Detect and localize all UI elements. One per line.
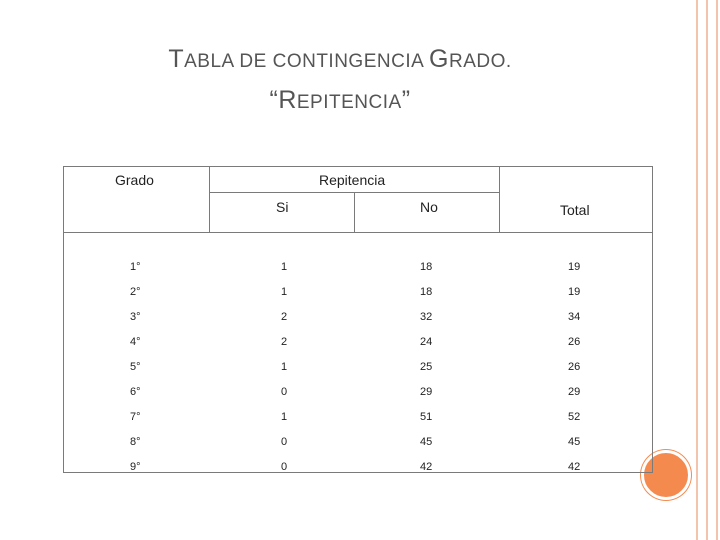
table-cell-grado: 7° (130, 411, 141, 423)
decorative-border-line (706, 0, 708, 540)
header-no: No (420, 199, 438, 215)
table-cell-no: 45 (420, 436, 433, 448)
header-divider (209, 166, 210, 232)
table-cell-grado: 4° (130, 336, 141, 348)
decorative-border-line (716, 0, 718, 540)
table-cell-total: 34 (568, 311, 581, 323)
table-cell-total: 29 (568, 386, 581, 398)
header-total: Total (560, 202, 590, 218)
table-cell-si: 0 (281, 461, 288, 473)
header-divider (354, 192, 355, 232)
header-divider (499, 166, 500, 232)
header-grado: Grado (115, 172, 154, 188)
table-cell-grado: 3° (130, 311, 141, 323)
table-cell-grado: 2° (130, 286, 141, 298)
title-text: EPITENCIA (296, 92, 402, 113)
table-cell-si: 1 (281, 286, 288, 298)
title-text: “ (269, 86, 279, 114)
table-cell-si: 1 (281, 361, 288, 373)
title-line-2 (100, 81, 580, 122)
table-cell-si: 2 (281, 311, 288, 323)
table-cell-no: 51 (420, 411, 433, 423)
table-cell-total: 42 (568, 461, 581, 473)
title-line-1 (100, 40, 580, 81)
title-text: ABLA DE CONTINGENCIA (184, 51, 430, 72)
table-cell-no: 29 (420, 386, 433, 398)
header-repitencia: Repitencia (319, 172, 386, 188)
title-text: R (278, 86, 297, 114)
title-text: T (168, 45, 185, 73)
table-cell-grado: 1° (130, 261, 141, 273)
table-cell-no: 18 (420, 261, 433, 273)
table-cell-total: 26 (568, 361, 581, 373)
contingency-table (63, 166, 653, 473)
table-cell-grado: 5° (130, 361, 141, 373)
table-cell-total: 26 (568, 336, 581, 348)
title-text: RADO. (448, 51, 512, 72)
table-cell-no: 32 (420, 311, 433, 323)
table-cell-si: 0 (281, 436, 288, 448)
table-cell-si: 1 (281, 261, 288, 273)
table-cell-no: 24 (420, 336, 433, 348)
table-cell-no: 18 (420, 286, 433, 298)
table-cell-total: 19 (568, 286, 581, 298)
table-cell-si: 0 (281, 386, 288, 398)
table-cell-total: 19 (568, 261, 581, 273)
table-cell-si: 2 (281, 336, 288, 348)
table-cell-grado: 9° (130, 461, 141, 473)
title-text: G (429, 45, 449, 73)
decorative-border-line (696, 0, 698, 540)
table-cell-si: 1 (281, 411, 288, 423)
table-cell-grado: 6° (130, 386, 141, 398)
slide-title (100, 40, 580, 122)
header-si: Si (276, 199, 289, 215)
title-text: ” (401, 86, 411, 114)
table-cell-total: 45 (568, 436, 581, 448)
table-cell-total: 52 (568, 411, 581, 423)
table-cell-no: 42 (420, 461, 433, 473)
header-divider (63, 232, 652, 233)
table-cell-no: 25 (420, 361, 433, 373)
table-cell-grado: 8° (130, 436, 141, 448)
